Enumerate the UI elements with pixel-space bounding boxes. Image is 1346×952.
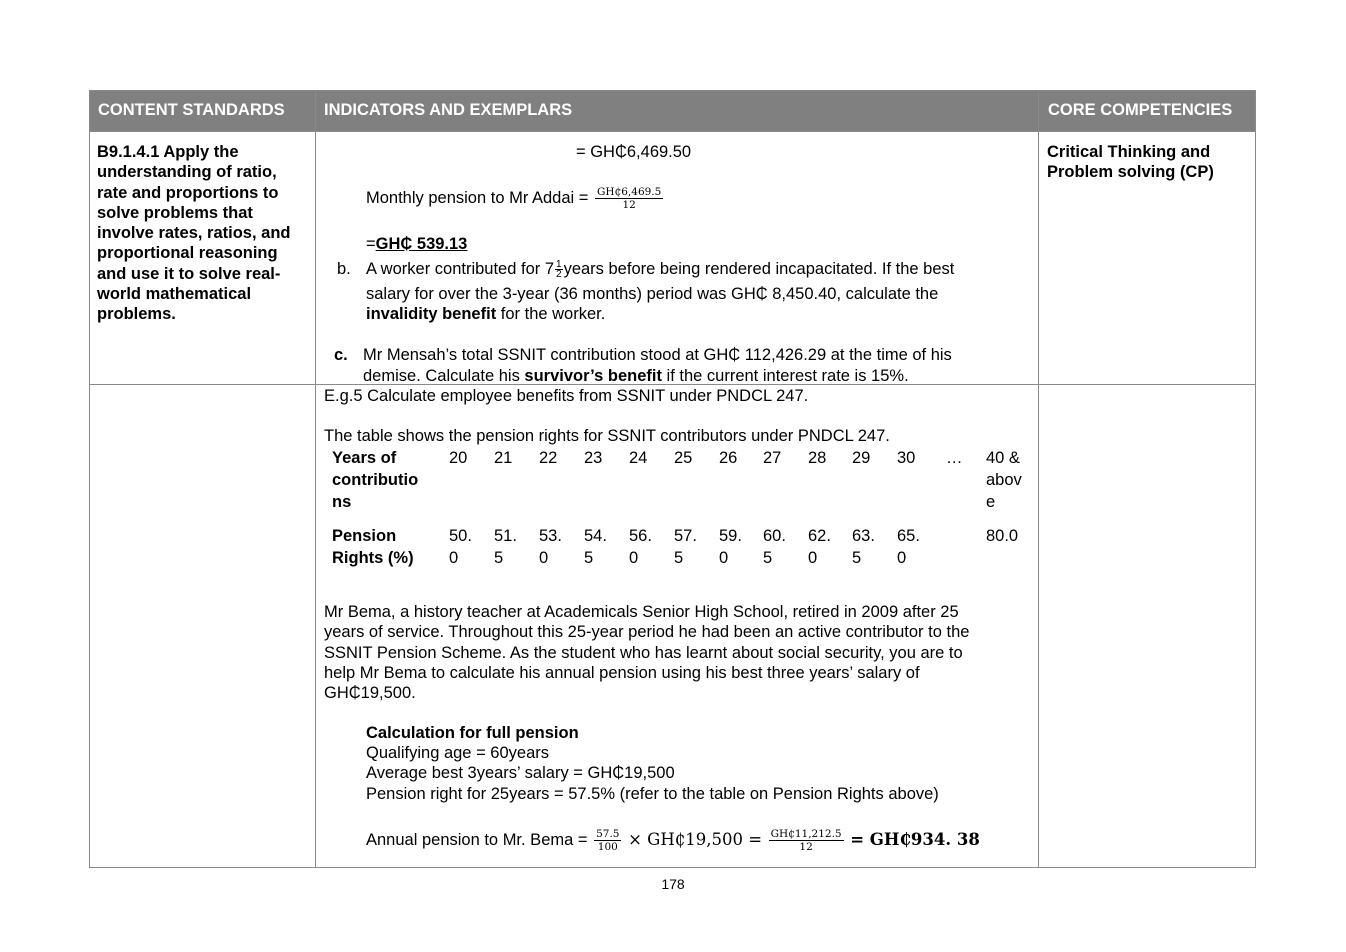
monthly-fraction: $\frac{GH₵6,469.5}{12}$: [597, 186, 662, 212]
pension-cell-bottom: 0: [897, 549, 907, 567]
years-label: Years of contributio ns: [332, 449, 419, 511]
years-cell: 27: [763, 449, 782, 467]
monthly-pension-equation: Monthly pension to Mr Addai = $\frac{GH₵6,469.5}{12}$: [366, 186, 662, 212]
table-border-right: [1255, 90, 1256, 868]
item-c-line1: Mr Mensah’s total SSNIT contribution stood at GH₵ 112,426.29 at the time of his: [363, 346, 952, 364]
pension-cell: [897, 525, 920, 569]
pension-cell-top: 57.: [674, 527, 697, 545]
years-cell: 29: [852, 449, 871, 467]
pension-cell-top: 60.: [763, 527, 786, 545]
years-cell: 22: [539, 449, 558, 467]
pension-cell: [539, 525, 562, 569]
pension-label: Pension Rights (%): [332, 527, 414, 567]
pension-cell: [674, 525, 697, 569]
header-cell-content-standards: CONTENT STANDARDS: [89, 90, 315, 131]
calc-lines: Qualifying age = 60years Average best 3years’ salary = GH₵19,500 Pension right for 25years = 57.5% (refer to the table on Pension Rights above): [366, 744, 939, 803]
core-competency-text: Critical Thinking and Problem solving (CP): [1047, 143, 1214, 181]
pension-cell-top: 65.: [897, 527, 920, 545]
pension-cell-bottom: 0: [629, 549, 639, 567]
item-c-line2: demise. Calculate his survivor’s benefit if the current interest rate is 15%.: [363, 367, 909, 385]
item-b-line3: invalidity benefit for the worker.: [366, 305, 606, 323]
pension-last-cell: 80.0: [986, 527, 1019, 545]
pension-cell-top: 62.: [808, 527, 831, 545]
years-cell: 30: [897, 449, 916, 467]
pension-cell-bottom: 0: [539, 549, 549, 567]
rate-fraction: $\frac{57.5}{100}$: [596, 828, 620, 854]
years-last-cell: 40 & abov e: [986, 449, 1022, 511]
pension-cell: [808, 525, 831, 569]
pension-cell-bottom: 0: [449, 549, 459, 567]
years-cell: 23: [584, 449, 603, 467]
column-divider-1: [315, 90, 316, 868]
monthly-pension-result: =GH₵ 539.13: [366, 235, 468, 253]
calc-title: Calculation for full pension: [366, 724, 579, 742]
pension-cell-top: 50.: [449, 527, 472, 545]
years-cell: 24: [629, 449, 648, 467]
pension-cell-bottom: 0: [808, 549, 818, 567]
item-b-line2: salary for over the 3-year (36 months) period was GH₵ 8,450.40, calculate the: [366, 285, 939, 303]
annual-pension-equation: Annual pension to Mr. Bema = $\frac{57.5}{100}$ × GH₵19,500 = $\frac{GH₵11,212.5}{12}$ = GH₵934. 38: [366, 828, 980, 854]
pension-cell-bottom: 5: [763, 549, 773, 567]
pension-cell-top: 56.: [629, 527, 652, 545]
page-number: 178: [661, 876, 685, 892]
years-cell: …: [946, 449, 963, 467]
item-c-marker: c.: [334, 346, 348, 364]
pension-cell: [852, 525, 875, 569]
years-cell: 28: [808, 449, 827, 467]
table-border-top: [89, 90, 1256, 91]
pension-cell-top: 63.: [852, 527, 875, 545]
table-border-left: [89, 90, 90, 868]
header-cell-indicators: INDICATORS AND EXEMPLARS: [316, 90, 1038, 131]
content-standard-text: B9.1.4.1 Apply the understanding of ratio, rate and proportions to solve problems that involve rates, ratios, and proportional reasoning and use it to solve real- world mathematical problems.: [97, 143, 291, 324]
pension-cell: [449, 525, 472, 569]
pension-cell: [494, 525, 517, 569]
pension-cell: [584, 525, 607, 569]
item-b-line1: A worker contributed for 7 $\frac{1}{2}$ years before being rendered incapacitated. If the best: [366, 259, 955, 281]
pension-cell-bottom: 5: [494, 549, 504, 567]
pension-cell-bottom: 0: [719, 549, 729, 567]
years-cell: 26: [719, 449, 738, 467]
result-line: = GH₵6,469.50: [576, 143, 692, 161]
monthly-fraction-bema: $\frac{GH₵11,212.5}{12}$: [770, 828, 842, 854]
column-divider-2: [1038, 90, 1039, 868]
table-border-bottom: [89, 867, 1256, 868]
pension-cell-bottom: 5: [674, 549, 684, 567]
pension-cell-bottom: 5: [584, 549, 594, 567]
pension-cell-top: 59.: [719, 527, 742, 545]
pension-cell-top: 53.: [539, 527, 562, 545]
pension-cell-top: 51.: [494, 527, 517, 545]
pension-cell: [763, 525, 786, 569]
header-cell-core-competencies: CORE COMPETENCIES: [1039, 90, 1256, 131]
years-cell: 25: [674, 449, 693, 467]
seven-and-half-fraction: $\frac{1}{2}$: [556, 259, 562, 281]
years-cell: 21: [494, 449, 513, 467]
pension-cell: [629, 525, 652, 569]
header-border-bottom: [89, 131, 1256, 132]
pension-cell-top: 54.: [584, 527, 607, 545]
years-cell: 20: [449, 449, 468, 467]
pension-cell: [719, 525, 742, 569]
item-b-marker: b.: [337, 260, 351, 278]
pension-cell-bottom: 5: [852, 549, 862, 567]
bema-paragraph: Mr Bema, a history teacher at Academicals Senior High School, retired in 2009 after 25 years of service. Throughout this 25-year period he had been an active contributor to the SSNIT Pension Scheme. As the student who has learnt about social security, you are to help Mr Bema to calculate his annual pension using his best three years’ salary of GH₵19,500.: [324, 603, 970, 703]
example-title: E.g.5 Calculate employee benefits from SSNIT under PNDCL 247.: [324, 387, 809, 405]
table-intro: The table shows the pension rights for SSNIT contributors under PNDCL 247.: [324, 427, 890, 445]
